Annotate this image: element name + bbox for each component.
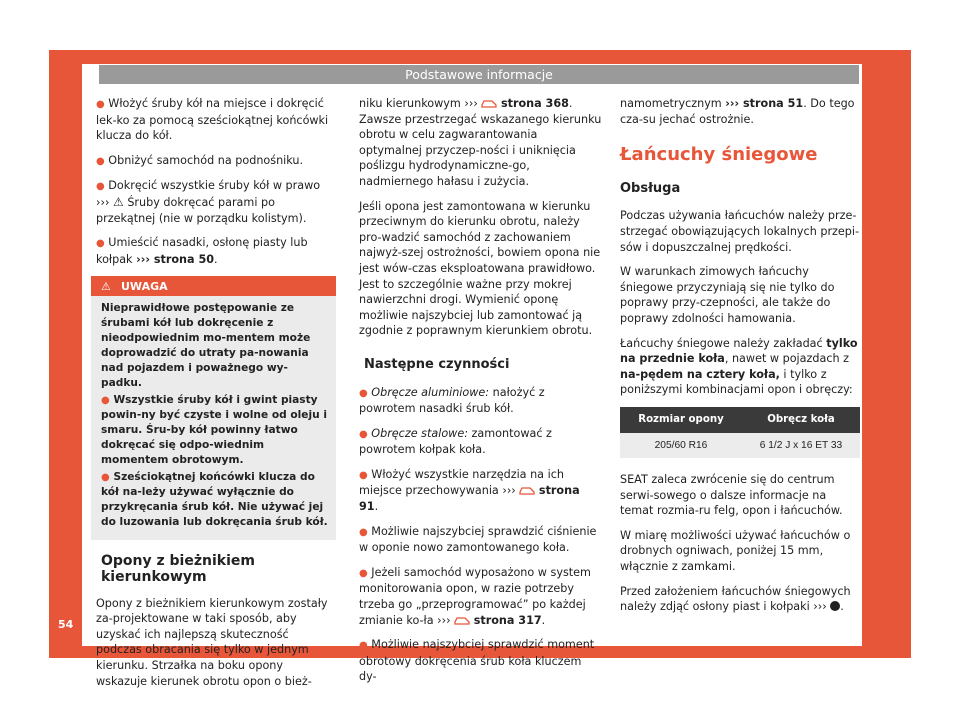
table-row: 205/60 R16 6 1/2 J x 16 ET 33 — [620, 433, 860, 459]
page-link[interactable]: ››› strona 50 — [136, 252, 215, 266]
warning-icon: ⚠ — [101, 280, 111, 294]
car-icon — [519, 486, 535, 495]
car-icon — [481, 99, 497, 108]
warning-box: ⚠ UWAGA Nieprawidłowe postępowanie ze śrubami kół lub dokręcenie z nieodpowiednim mo-mentem może doprowadzić do utraty pa-nowania nad pojazdem i poważnego wy-padku. ● Wszystkie śruby kół i gwint piasty powin-ny być czyste i wolne od oleju i smaru. Śru-by kół powinny łatwo dokręcać się odpo-wiednim momentem obrotowym. ● Sześciokątnej końcówki klucza do kół na-leży używać wyłącznie do przykręcania śrub kół. Nie używać jej do luzowania lub dokręcania śrub kół. — [91, 276, 336, 540]
car-icon — [454, 616, 470, 625]
list-item: ● Obniżyć samochód na podnośniku. — [96, 153, 304, 167]
paragraph: Opony z bieżnikiem kierunkowym zostały za-projektowane w taki sposób, aby uzyskać ich najlepszą skuteczność podczas obracania się tylko w jednym kierunku. Strzałka na boku opony wskazuje kierunek obrotu opon o bież- — [96, 596, 328, 688]
section-heading: Następne czynności — [364, 356, 510, 372]
column-2: niku kierunkowym ››› strona 368. Zawsze przestrzegać wskazanego kierunku obrotu w celu zagwarantowania optymalnej przyczep-ności i uniknięcia poślizgu hydrodynamiczne-go, nadmiernego hałasu i zużycia. Jeśli opona jest zamontowana w kierunku przeciwnym do kierunku obrotu, należy pro-wadzić samochód z zachowaniem najwyż-szej ostrożności, bowiem opona nie jest wów-czas eksploatowana prawidłowo. Jest to szczególnie ważne przy mokrej nawierzchni drogi. Wymienić oponę możliwie najszybciej lub zamontować ją zgodnie z poprawnym kierunkiem obrotu. Następne czynności ● Obręcze aluminiowe: nałożyć z powrotem nasadki śrub kół. ● Obręcze stalowe: zamontować z powrotem kołpak koła. ● Włożyć wszystkie narzędzia na ich miejsce przechowywania ››› strona 91. ● Możliwie najszybciej sprawdzić ciśnienie w oponie nowo zamontowanego koła. ● Jeżeli samochód wyposażono w system monitorowania opon, w razie potrzeby trzeba go „przeprogramować” po każdej zmianie ko-ła ››› strona 317. ● Możliwie najszybciej sprawdzić moment obrotowy dokręcenia śrub koła kluczem dy- — [359, 97, 602, 684]
list-item: ● Dokręcić wszystkie śruby kół w prawo ››› ⚠ Śruby dokręcać parami po przekątnej (nie w porządku kolistym). — [96, 179, 321, 225]
column-3: namometrycznym ››› strona 51. Do tego cza-su jechać ostrożnie. Łańcuchy śniegowe Obsługa Podczas używania łańcuchów należy prze-strzegać obowiązujących lokalnych przepi-sów i dopuszczalnej prędkości. W warunkach zimowych łańcuchy śniegowe przyczyniają się nie tylko do poprawy przy-czepności, ale także do poprawy zdolności hamowania. Łańcuchy śniegowe należy zakładać tylko na przednie koła, nawet w pojazdach z na-pędem na cztery koła, i tylko z poniższymi kombinacjami opon i obręczy: Rozmiar opony Obręcz koła 205/60 R16 6 1/2 J x 16 ET 33 SEAT zaleca zwrócenie się do centrum serwi-sowego o dalsze informacje na temat rozmia-ru felg, opon i łańcuchów. W miarę możliwości używać łańcuchów o drobnych ogniwach, poniżej 15 mm, włącznie z zamkami. Przed założeniem łańcuchów śniegowych należy zdjąć osłony piast i kołpaki ››› . — [620, 97, 860, 614]
page-title: Łańcuchy śniegowe — [620, 144, 818, 166]
page-link[interactable]: ››› strona 51 — [725, 97, 804, 110]
page-header: Podstawowe informacje — [99, 65, 859, 84]
list-item: ● Włożyć śruby kół na miejsce i dokręcić lek-ko za pomocą sześciokątnej końcówki klucza do kół. — [96, 97, 329, 143]
warning-icon: ⚠ — [112, 194, 124, 209]
list-item: ● Umieścić nasadki, osłonę piasty lub kołpak ››› strona 50. — [96, 236, 308, 266]
tire-table: Rozmiar opony Obręcz koła 205/60 R16 6 1/2 J x 16 ET 33 — [620, 407, 860, 458]
section-heading: Obsługa — [620, 180, 681, 196]
section-heading: Opony z bieżnikiem kierunkowym — [101, 553, 255, 585]
page-link[interactable]: strona 317 — [473, 613, 542, 627]
column-1 — [96, 96, 336, 698]
page-link[interactable]: strona 368 — [500, 97, 569, 110]
page-link[interactable]: strona 91 — [359, 484, 580, 514]
info-icon — [830, 601, 840, 611]
page-number: 54 — [58, 618, 74, 631]
